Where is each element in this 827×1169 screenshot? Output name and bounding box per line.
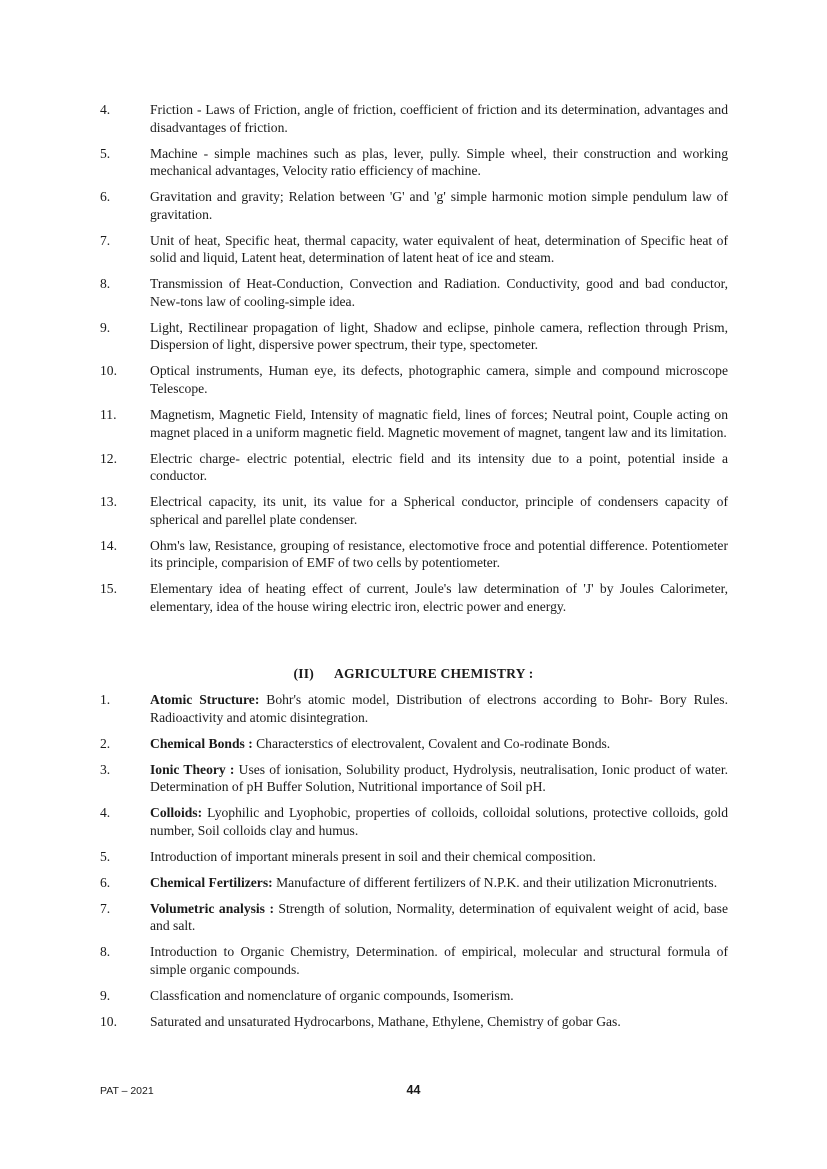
page-number: 44 <box>406 1083 421 1097</box>
list-item <box>100 188 728 223</box>
item-number: 9. <box>100 987 111 1003</box>
chemistry-topic-list <box>100 691 728 1039</box>
item-text: Uses of ionisation, Solubility product, Hydrolysis, neutralisation, Ionic product of water. Determination of pH Buffer Solution, Nutritional importance of Soil pH. <box>150 761 729 795</box>
item-text: Lyophilic and Lyophobic, properties of colloids, colloidal solutions, protective colloids, gold number, Soil colloids clay and humus. <box>150 805 728 838</box>
physics-topic-list <box>100 101 728 624</box>
list-item <box>100 537 728 572</box>
item-text: Electric charge- electric potential, electric field and its intensity due to a point, potential inside a conductor. <box>150 450 728 484</box>
item-number: 12. <box>100 450 117 466</box>
item-number: 1. <box>100 692 111 707</box>
list-item <box>100 493 728 528</box>
item-bold-term: Atomic Structure: <box>150 692 260 707</box>
item-text: Characterstics of electrovalent, Covalent and Co-rodinate Bonds. <box>252 735 611 751</box>
item-text: Elementary idea of heating effect of current, Joule's law determination of 'J' by Joules Calorimeter, elementary, idea of the house wiring electric iron, electric power and energy. <box>150 581 728 614</box>
item-text: Strength of solution, Normality, determination of equivalent weight of acid, base and salt. <box>150 900 728 934</box>
section-number: (II) <box>293 666 314 681</box>
item-number: 9. <box>100 319 111 335</box>
list-item <box>100 735 728 753</box>
item-number: 11. <box>100 407 117 423</box>
list-item <box>100 275 728 310</box>
item-number: 15. <box>100 581 117 597</box>
item-number: 4. <box>100 102 111 117</box>
item-bold-term: Ionic Theory : <box>150 761 235 777</box>
item-text: Bohr's atomic model, Distribution of electrons according to Bohr- Bory Rules. Radioactivity and atomic disintegration. <box>150 692 728 725</box>
item-text: Electrical capacity, its unit, its value for a Spherical conductor, principle of condensers capacity of spherical and parellel plate condenser. <box>150 494 728 527</box>
item-number: 14. <box>100 537 117 553</box>
item-number: 6. <box>100 874 111 890</box>
item-text: Saturated and unsaturated Hydrocarbons, Mathane, Ethylene, Chemistry of gobar Gas. <box>150 1013 621 1029</box>
list-item <box>100 101 728 136</box>
item-bold-term: Chemical Fertilizers: <box>150 874 273 890</box>
item-bold-term: Chemical Bonds : <box>150 735 253 751</box>
list-item <box>100 145 728 180</box>
footer-exam-label: PAT – 2021 <box>100 1085 154 1097</box>
list-item <box>100 761 728 796</box>
list-item <box>100 319 728 354</box>
list-item <box>100 232 728 267</box>
item-number: 7. <box>100 900 111 916</box>
item-text: Gravitation and gravity; Relation between 'G' and 'g' simple harmonic motion simple pendulum law of gravitation. <box>150 189 728 222</box>
item-text: Ohm's law, Resistance, grouping of resistance, electomotive froce and potential difference. Potentiometer its principle, comparision of EMF of two cells by potentiometer. <box>150 537 728 571</box>
item-number: 8. <box>100 944 111 960</box>
list-item <box>100 900 728 935</box>
item-bold-term: Volumetric analysis : <box>150 900 274 916</box>
item-text: Classfication and nomenclature of organic compounds, Isomerism. <box>150 987 514 1003</box>
list-item <box>100 406 728 441</box>
list-item <box>100 848 728 866</box>
list-item <box>100 874 728 892</box>
list-item <box>100 1013 728 1031</box>
item-number: 10. <box>100 363 117 379</box>
list-item <box>100 987 728 1005</box>
item-text: Magnetism, Magnetic Field, Intensity of magnatic field, lines of forces; Neutral point, Couple acting on magnet placed in a uniform magnetic field. Magnetic movement of magnet, tangent law and its limitation. <box>150 407 728 440</box>
item-text: Friction - Laws of Friction, angle of friction, coefficient of friction and its determination, advantages and disadvantages of friction. <box>150 102 728 135</box>
item-number: 6. <box>100 189 111 205</box>
item-number: 5. <box>100 145 111 161</box>
list-item <box>100 362 728 397</box>
item-number: 5. <box>100 848 111 864</box>
item-text: Unit of heat, Specific heat, thermal capacity, water equivalent of heat, determination of Specific heat of solid and liquid, Latent heat, determination of latent heat of ice and steam. <box>150 232 728 266</box>
item-text: Machine - simple machines such as plas, lever, pully. Simple wheel, their construction and working mechanical advantages, Velocity ratio efficiency of machine. <box>150 145 728 179</box>
item-text: Manufacture of different fertilizers of N.P.K. and their utilization Micronutrients. <box>272 874 718 890</box>
item-text: Optical instruments, Human eye, its defects, photographic camera, simple and compound microscope Telescope. <box>150 363 728 397</box>
item-number: 3. <box>100 761 111 777</box>
item-number: 4. <box>100 805 111 821</box>
section-title: AGRICULTURE CHEMISTRY : <box>333 666 534 681</box>
item-text: Introduction of important minerals present in soil and their chemical composition. <box>150 848 596 864</box>
item-bold-term: Colloids: <box>150 805 203 821</box>
item-text: Introduction to Organic Chemistry, Determination. of empirical, molecular and structural formula of simple organic compounds. <box>150 944 728 977</box>
list-item <box>100 580 728 615</box>
item-number: 10. <box>100 1013 117 1029</box>
item-number: 13. <box>100 494 117 510</box>
list-item <box>100 804 728 839</box>
item-text: Transmission of Heat-Conduction, Convection and Radiation. Conductivity, good and bad conductor, New-tons law of cooling-simple idea. <box>150 276 728 309</box>
section-heading <box>0 666 827 682</box>
item-number: 2. <box>100 735 111 751</box>
list-item <box>100 691 728 726</box>
item-text: Light, Rectilinear propagation of light, Shadow and eclipse, pinhole camera, reflection through Prism, Dispersion of light, dispersive power spectrum, their type, spectometer. <box>150 319 728 353</box>
list-item <box>100 450 728 485</box>
list-item <box>100 943 728 978</box>
item-number: 8. <box>100 276 111 292</box>
item-number: 7. <box>100 232 111 248</box>
